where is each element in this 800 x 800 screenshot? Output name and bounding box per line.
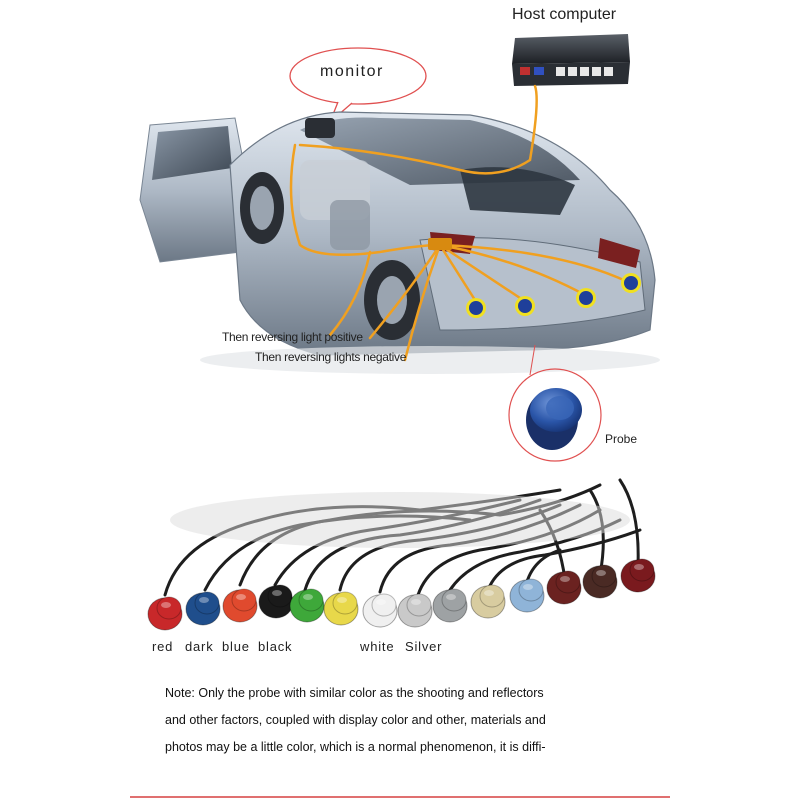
monitor-callout-bubble bbox=[290, 48, 426, 122]
probe-sensor bbox=[433, 589, 467, 622]
color-label-black: black bbox=[258, 639, 293, 654]
reversing-light-positive-label: Then reversing light positive bbox=[222, 330, 363, 344]
control-box bbox=[428, 238, 452, 250]
probe-sensor bbox=[186, 592, 220, 625]
monitor-label: monitor bbox=[320, 63, 384, 80]
reversing-light-negative-label: Then reversing lights negative bbox=[255, 350, 407, 364]
probe-sensor bbox=[259, 585, 293, 618]
probe-sensor bbox=[471, 585, 505, 618]
color-label-white: white bbox=[360, 639, 395, 654]
note-line: photos may be a little color, which is a normal phenomenon, it is diffi- bbox=[165, 740, 546, 754]
probe-sensor bbox=[324, 592, 358, 625]
host-computer-label: Host computer bbox=[512, 6, 617, 23]
probe-label: Probe bbox=[605, 432, 638, 446]
color-label-silver: Silver bbox=[405, 639, 443, 654]
host-computer-box bbox=[512, 34, 630, 86]
probe-sensor bbox=[363, 594, 397, 627]
probe-sensor bbox=[398, 594, 432, 627]
color-label-red: red bbox=[152, 639, 174, 654]
probe-sensor bbox=[290, 589, 324, 622]
color-label-blue: blue bbox=[222, 639, 250, 654]
probe-sensor bbox=[583, 565, 617, 598]
color-label-dark: dark bbox=[185, 639, 214, 654]
note-line: and other factors, coupled with display color and other, materials and bbox=[165, 713, 546, 727]
probe-sensor bbox=[621, 559, 655, 592]
probe-color-row bbox=[148, 559, 655, 630]
probe-sensor bbox=[148, 597, 182, 630]
note-line: Note: Only the probe with similar color as the shooting and reflectors bbox=[165, 686, 544, 700]
probe-sensor bbox=[547, 571, 581, 604]
probe-sensor bbox=[510, 579, 544, 612]
car-illustration bbox=[140, 112, 660, 374]
probe-sensor bbox=[223, 589, 257, 622]
